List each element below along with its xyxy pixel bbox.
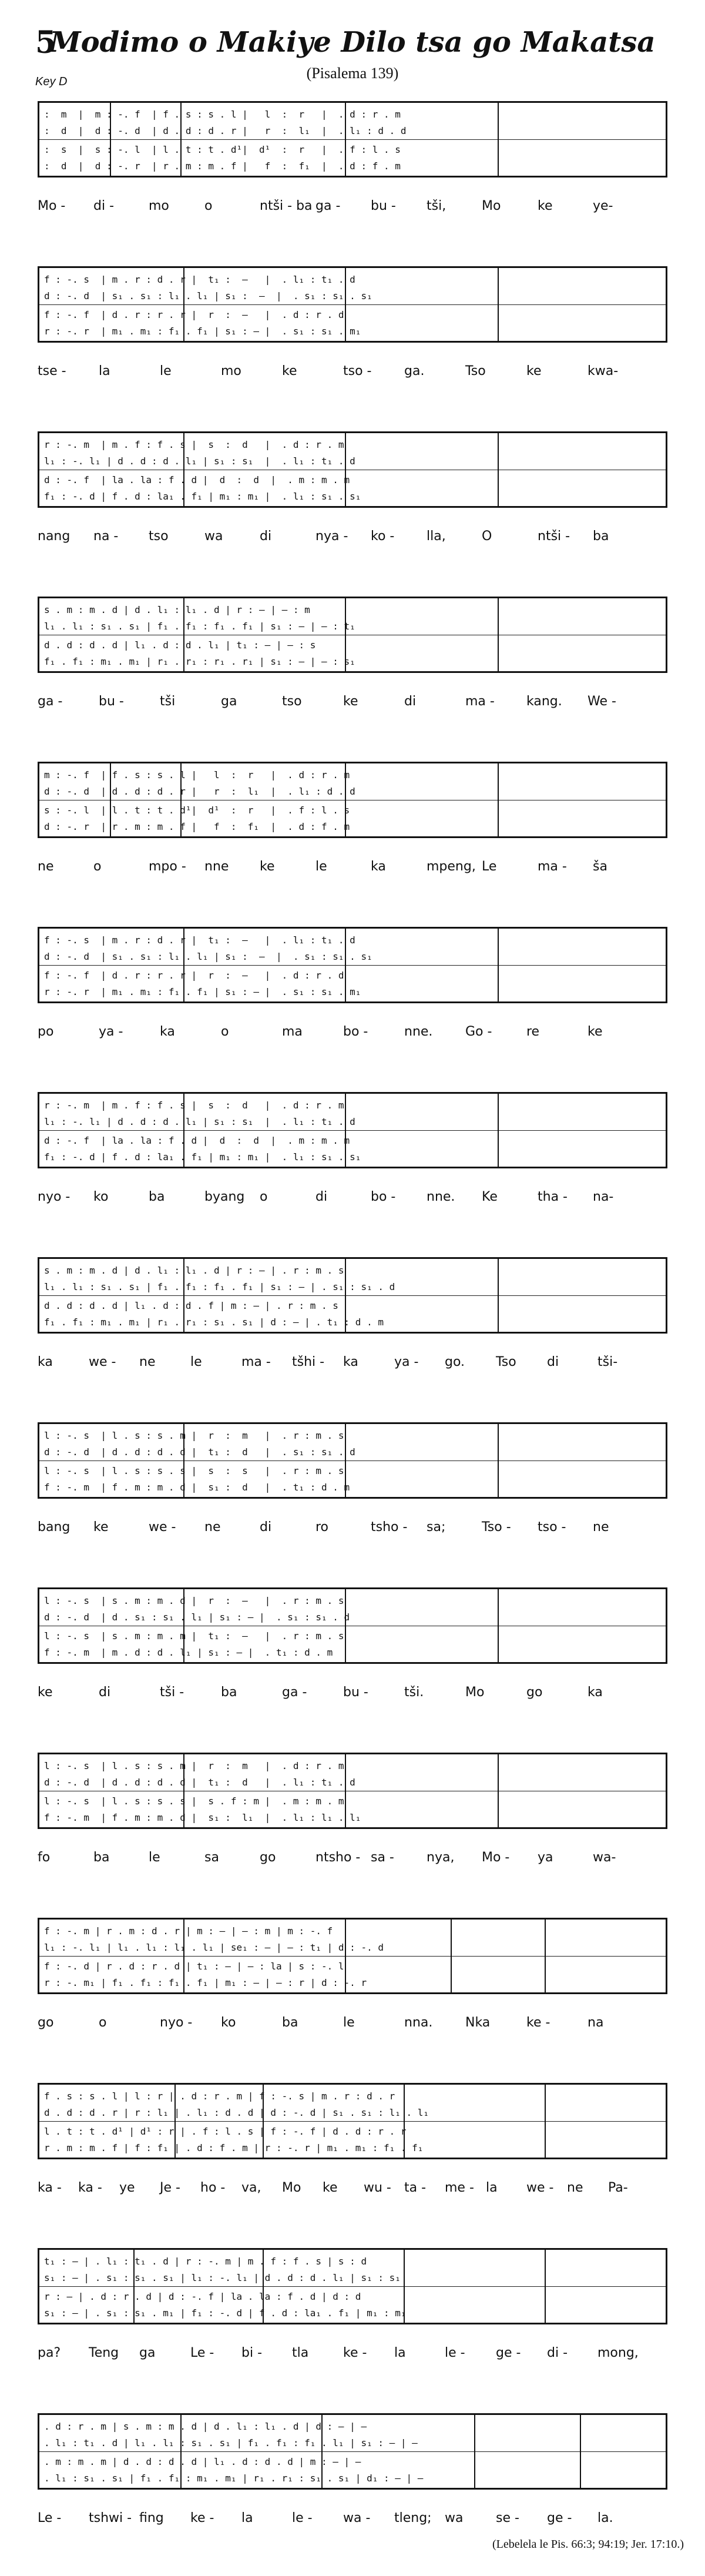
lyric-syllable: ka: [588, 1685, 603, 1700]
lyric-syllable: la: [394, 2346, 406, 2360]
lyric-syllable: go: [38, 2015, 54, 2030]
lyric-line: [38, 1850, 667, 1870]
lyric-syllable: ke -: [190, 2511, 214, 2525]
lyric-syllable: di -: [93, 199, 115, 213]
lyric-syllable: we -: [526, 2180, 554, 2195]
voice-part-2: d : -. d | d . d : d . d | t₁ : d | . s₁ : s₁ . d: [44, 1446, 355, 1458]
lyric-syllable: Mo: [465, 1685, 485, 1700]
lyric-line: [38, 199, 667, 219]
voice-part-4: f₁ : -. d | f . d : la₁ . f₁ | m₁ : m₁ | . l₁ : s₁ . s₁: [44, 491, 361, 502]
lyric-line: [38, 859, 667, 879]
voice-part-1: . d : r . m | s . m : m . d | d . l₁ : l₁ . d | d : — | —: [44, 2421, 367, 2432]
lyric-syllable: bo -: [371, 1190, 396, 1204]
lyric-syllable: ke -: [526, 2015, 550, 2030]
lyric-syllable: nya -: [315, 529, 348, 544]
voice-part-1: m : -. f | f . s : s . l | l : r | . d : r . m: [44, 769, 350, 780]
voice-part-1: l : -. s | l . s : s . m | r : m | . r : m . s: [44, 1430, 344, 1441]
lyric-syllable: ba: [593, 529, 609, 544]
lyric-syllable: ke: [526, 364, 542, 378]
lyric-syllable: Go -: [465, 1024, 492, 1039]
lyric-syllable: le -: [445, 2346, 465, 2360]
lyric-syllable: ntši - ba: [260, 199, 313, 213]
solfa-notes: [39, 929, 666, 1001]
voice-part-2: d : -. d | d . d : d . d | t₁ : d | . l₁ : t₁ . d: [44, 1777, 355, 1788]
voice-part-1: : m | m : -. f | f . s : s . l | l : r | . d : r . m: [44, 109, 401, 120]
lyric-syllable: kwa-: [588, 364, 619, 378]
lyric-syllable: di: [547, 1355, 559, 1369]
lyric-syllable: le: [149, 1850, 160, 1865]
lyric-syllable: we -: [149, 1520, 176, 1535]
lyric-syllable: Tso -: [482, 1520, 511, 1535]
lyric-syllable: wa: [445, 2511, 464, 2525]
voice-part-3: f : -. d | r . d : r . d | t₁ : — | — : la | s : -. l: [44, 1961, 344, 1972]
lyric-syllable: ke: [343, 694, 358, 709]
lyric-syllable: wa: [204, 529, 223, 544]
lyric-syllable: ko: [93, 1190, 109, 1204]
lyric-syllable: la: [99, 364, 110, 378]
notation-staff: [38, 1587, 667, 1664]
lyric-line: [38, 1355, 667, 1375]
voice-part-2: l₁ : -. l₁ | d . d : d . l₁ | s₁ : s₁ | . l₁ : t₁ . d: [44, 455, 355, 467]
lyric-syllable: We -: [588, 694, 616, 709]
lyric-syllable: o: [260, 1190, 268, 1204]
lyric-line: [38, 2015, 667, 2035]
voice-part-3: l : -. s | s . m : m . m | t₁ : — | . r : m . s: [44, 1630, 344, 1642]
lyric-syllable: ke: [588, 1024, 603, 1039]
lyric-syllable: po: [38, 1024, 54, 1039]
lyric-syllable: la.: [597, 2511, 613, 2525]
solfa-notes: [39, 103, 666, 176]
hymn-number: 5: [35, 25, 57, 61]
solfa-notes: [39, 1754, 666, 1827]
lyric-syllable: Le -: [38, 2511, 62, 2525]
lyric-syllable: fing: [139, 2511, 164, 2525]
lyric-syllable: ne: [567, 2180, 583, 2195]
lyric-syllable: bu -: [343, 1685, 368, 1700]
hymn-subtitle: (Pisalema 139): [306, 65, 399, 82]
solfa-notes: [39, 1589, 666, 1662]
voice-part-3: : s | s : -. l | l . t : t . d¹| d¹ : r | . f : l . s: [44, 144, 401, 155]
lyric-syllable: bu -: [371, 199, 396, 213]
notation-staff: [38, 2083, 667, 2159]
lyric-syllable: Pa-: [608, 2180, 628, 2195]
lyric-line: [38, 1024, 667, 1044]
lyric-syllable: ka: [343, 1355, 358, 1369]
notation-staff: [38, 1918, 667, 1994]
lyric-syllable: ga: [221, 694, 237, 709]
lyric-syllable: Le: [482, 859, 497, 874]
voice-part-1: f . s : s . l | l : r | . d : r . m | f : -. s | m . r : d . r: [44, 2091, 395, 2102]
voice-part-1: l : -. s | l . s : s . m | r : m | . d : r . m: [44, 1760, 344, 1771]
lyric-syllable: tso: [282, 694, 302, 709]
voice-part-2: l₁ : -. l₁ | l₁ . l₁ : l₁ . l₁ | se₁ : — | — : t₁ | d : -. d: [44, 1942, 384, 1953]
lyric-syllable: mong,: [597, 2346, 639, 2360]
lyric-syllable: mo: [149, 199, 169, 213]
lyric-syllable: ka -: [78, 2180, 102, 2195]
score-system: [0, 431, 705, 555]
lyric-syllable: ko -: [371, 529, 395, 544]
lyric-syllable: tha -: [538, 1190, 568, 1204]
lyric-syllable: ye: [119, 2180, 135, 2195]
lyric-line: [38, 1685, 667, 1705]
score-system: [0, 1422, 705, 1546]
lyric-syllable: ge -: [547, 2511, 572, 2525]
score-system: [0, 1587, 705, 1711]
lyric-syllable: mo: [221, 364, 241, 378]
voice-part-1: l : -. s | s . m : m . d | r : — | . r : m . s: [44, 1595, 344, 1606]
voice-part-3: l : -. s | l . s : s . s | s : s | . r : m . s: [44, 1465, 344, 1476]
voice-part-3: d . d : d . d | l₁ . d : d . f | m : — | . r : m . s: [44, 1300, 338, 1311]
lyric-syllable: ro: [315, 1520, 329, 1535]
voice-part-4: f₁ : -. d | f . d : la₁ . f₁ | m₁ : m₁ | . l₁ : s₁ . s₁: [44, 1151, 361, 1163]
lyric-syllable: Le -: [190, 2346, 214, 2360]
lyric-syllable: Mo: [282, 2180, 301, 2195]
lyric-syllable: nya,: [427, 1850, 455, 1865]
solfa-notes: [39, 2415, 666, 2488]
lyric-syllable: ne: [38, 859, 54, 874]
notation-staff: [38, 101, 667, 177]
notation-staff: [38, 1257, 667, 1334]
voice-part-2: l₁ : -. l₁ | d . d : d . l₁ | s₁ : s₁ | . l₁ : t₁ . d: [44, 1116, 355, 1127]
solfa-notes: [39, 1094, 666, 1167]
lyric-syllable: ne: [204, 1520, 221, 1535]
voice-part-1: f : -. s | m . r : d . r | t₁ : — | . l₁ : t₁ . d: [44, 934, 355, 946]
lyric-syllable: ta -: [404, 2180, 427, 2195]
voice-part-1: f : -. s | m . r : d . r | t₁ : — | . l₁ : t₁ . d: [44, 274, 355, 285]
voice-part-3: r : — | . d : r . d | d : -. f | la . la : f . d | d : d: [44, 2291, 361, 2302]
lyric-line: [38, 2346, 667, 2366]
lyric-syllable: wa-: [593, 1850, 616, 1865]
lyric-syllable: ya: [538, 1850, 553, 1865]
lyric-syllable: bang: [38, 1520, 70, 1535]
lyric-syllable: ka: [160, 1024, 175, 1039]
voice-part-3: f : -. f | d . r : r . r | r : — | . d : r . d: [44, 309, 344, 320]
lyric-syllable: ke: [38, 1685, 53, 1700]
notation-staff: [38, 2248, 667, 2324]
lyric-syllable: re: [526, 1024, 540, 1039]
lyric-line: [38, 2511, 667, 2531]
voice-part-3: d . d : d . d | l₁ . d : d . l₁ | t₁ : — | — : s: [44, 639, 316, 651]
voice-part-4: f : -. m | f . m : m . d | s₁ : l₁ | . l₁ : l₁ . l₁: [44, 1812, 361, 1823]
scripture-reference: (Lebelela le Pis. 66:3; 94:19; Jer. 17:10.): [492, 2538, 684, 2551]
lyric-syllable: tleng;: [394, 2511, 432, 2525]
solfa-notes: [39, 2250, 666, 2323]
score-system: [0, 1092, 705, 1215]
voice-part-3: d : -. f | la . la : f . d | d : d | . m : m . m: [44, 1135, 350, 1146]
solfa-notes: [39, 268, 666, 341]
lyric-syllable: ke -: [343, 2346, 367, 2360]
lyric-syllable: byang: [204, 1190, 245, 1204]
solfa-notes: [39, 433, 666, 506]
lyric-syllable: we -: [89, 1355, 116, 1369]
lyric-syllable: ge -: [496, 2346, 521, 2360]
voice-part-1: s . m : m . d | d . l₁ : l₁ . d | r : — | . r : m . s: [44, 1265, 344, 1276]
lyric-syllable: O: [482, 529, 492, 544]
lyric-syllable: tshwi -: [89, 2511, 132, 2525]
lyric-syllable: di: [260, 529, 272, 544]
notation-staff: [38, 762, 667, 838]
lyric-syllable: pa?: [38, 2346, 61, 2360]
lyric-syllable: Mo -: [482, 1850, 510, 1865]
voice-part-2: l₁ . l₁ : s₁ . s₁ | f₁ . f₁ : f₁ . f₁ | s₁ : — | . s₁ : s₁ . d: [44, 1281, 395, 1292]
score-system: [0, 2083, 705, 2206]
lyric-line: [38, 1520, 667, 1540]
lyric-syllable: Tso: [465, 364, 486, 378]
lyric-syllable: Je -: [160, 2180, 180, 2195]
voice-part-2: d : -. d | d . d : d . r | r : l₁ | . l₁ : d . d: [44, 786, 355, 797]
lyric-syllable: nna.: [404, 2015, 433, 2030]
lyric-syllable: nang: [38, 529, 70, 544]
voice-part-4: r : -. m₁ | f₁ . f₁ : f₁ . f₁ | m₁ : — | — : r | d : -. r: [44, 1977, 367, 1988]
lyric-syllable: le: [190, 1355, 202, 1369]
lyric-syllable: Tso: [496, 1355, 516, 1369]
lyric-syllable: ka: [371, 859, 386, 874]
lyric-syllable: ke: [282, 364, 297, 378]
voice-part-4: r : -. r | m₁ . m₁ : f₁ . f₁ | s₁ : — | . s₁ : s₁ . m₁: [44, 986, 361, 997]
lyric-syllable: kang.: [526, 694, 562, 709]
solfa-notes: [39, 1424, 666, 1497]
voice-part-4: . l₁ : s₁ . s₁ | f₁ . f₁ : m₁ . m₁ | r₁ . r₁ : s₁ . s₁ | d₁ : — | —: [44, 2473, 424, 2484]
lyric-syllable: ga.: [404, 364, 425, 378]
score-system: [0, 927, 705, 1050]
voice-part-4: f : -. m | m . d : d . l₁ | s₁ : — | . t₁ : d . m: [44, 1647, 333, 1658]
lyric-syllable: tso: [149, 529, 169, 544]
lyric-syllable: ga -: [282, 1685, 307, 1700]
lyric-syllable: tso -: [538, 1520, 566, 1535]
lyric-syllable: ma -: [465, 694, 495, 709]
voice-part-2: d . d : d . r | r : l₁ | . l₁ : d . d | d : -. d | s₁ . s₁ : l₁ . l₁: [44, 2107, 429, 2118]
voice-part-2: d : -. d | s₁ . s₁ : l₁ . l₁ | s₁ : — | . s₁ : s₁ . s₁: [44, 290, 372, 302]
lyric-syllable: ne: [139, 1355, 156, 1369]
lyric-syllable: ba: [221, 1685, 237, 1700]
lyric-syllable: ya -: [99, 1024, 123, 1039]
lyric-syllable: ka -: [38, 2180, 62, 2195]
notation-staff: [38, 266, 667, 343]
lyric-syllable: mpeng,: [427, 859, 476, 874]
lyric-syllable: ma -: [538, 859, 567, 874]
lyric-line: [38, 364, 667, 384]
lyric-syllable: me -: [445, 2180, 474, 2195]
lyric-syllable: o: [204, 199, 213, 213]
lyric-syllable: ba: [93, 1850, 110, 1865]
score-system: [0, 101, 705, 225]
voice-part-4: d : -. r | r . m : m . f | f : f₁ | . d : f . m: [44, 821, 350, 832]
lyric-syllable: tši.: [404, 1685, 424, 1700]
lyric-syllable: wa -: [343, 2511, 371, 2525]
lyric-syllable: la: [486, 2180, 498, 2195]
voice-part-3: . m : m . m | d . d : d . d | l₁ . d : d . d | m : — | —: [44, 2456, 361, 2467]
lyric-syllable: di: [99, 1685, 111, 1700]
lyric-syllable: va,: [241, 2180, 261, 2195]
lyric-syllable: tši,: [427, 199, 446, 213]
lyric-syllable: le -: [292, 2511, 313, 2525]
lyric-syllable: o: [221, 1024, 229, 1039]
lyric-syllable: bu -: [99, 694, 124, 709]
lyric-syllable: nne.: [404, 1024, 433, 1039]
lyric-syllable: o: [99, 2015, 107, 2030]
voice-part-1: f : -. m | r . m : d . r | m : — | — : m | m : -. f: [44, 1925, 333, 1937]
lyric-syllable: se -: [496, 2511, 519, 2525]
lyric-syllable: sa: [204, 1850, 219, 1865]
voice-part-3: s : -. l | l . t : t . d¹| d¹ : r | . f : l . s: [44, 805, 350, 816]
lyric-syllable: bi -: [241, 2346, 263, 2360]
lyric-line: [38, 2180, 667, 2200]
lyric-syllable: o: [93, 859, 102, 874]
lyric-syllable: wu -: [364, 2180, 391, 2195]
voice-part-1: s . m : m . d | d . l₁ : l₁ . d | r : — | — : m: [44, 604, 310, 615]
lyric-syllable: na: [588, 2015, 604, 2030]
key-signature: Key D: [35, 75, 68, 88]
lyric-syllable: tšhi -: [292, 1355, 325, 1369]
lyric-syllable: ntsho -: [315, 1850, 361, 1865]
lyric-syllable: sa;: [427, 1520, 446, 1535]
lyric-syllable: ba: [149, 1190, 165, 1204]
voice-part-4: : d | d : -. r | r . m : m . f | f : f₁ | . d : f . m: [44, 160, 401, 172]
notation-staff: [38, 1422, 667, 1499]
lyric-line: [38, 529, 667, 549]
solfa-notes: [39, 598, 666, 671]
lyric-syllable: tla: [292, 2346, 309, 2360]
lyric-syllable: di: [315, 1190, 328, 1204]
lyric-syllable: ša: [593, 859, 607, 874]
voice-part-1: r : -. m | m . f : f . s | s : d | . d : r . m: [44, 439, 344, 450]
lyric-syllable: tso -: [343, 364, 372, 378]
score-system: [0, 2248, 705, 2371]
lyric-syllable: tši: [160, 694, 176, 709]
lyric-syllable: fo: [38, 1850, 51, 1865]
lyric-syllable: nyo -: [38, 1190, 70, 1204]
voice-part-2: s₁ : — | . s₁ : s₁ . s₁ | l₁ : -. l₁ | d . d : d . l₁ | s₁ : s₁: [44, 2272, 401, 2283]
solfa-notes: [39, 2085, 666, 2158]
lyric-syllable: ke: [323, 2180, 338, 2195]
voice-part-2: d : -. d | s₁ . s₁ : l₁ . l₁ | s₁ : — | . s₁ : s₁ . s₁: [44, 951, 372, 962]
lyric-syllable: le: [343, 2015, 355, 2030]
lyric-syllable: na -: [93, 529, 119, 544]
lyric-syllable: ko: [221, 2015, 236, 2030]
lyric-syllable: ya -: [394, 1355, 419, 1369]
lyric-syllable: Nka: [465, 2015, 491, 2030]
voice-part-4: f₁ . f₁ : m₁ . m₁ | r₁ . r₁ : s₁ . s₁ | d : — | . t₁ : d . m: [44, 1317, 384, 1328]
lyric-syllable: sa -: [371, 1850, 394, 1865]
notation-staff: [38, 927, 667, 1003]
solfa-notes: [39, 763, 666, 836]
lyric-syllable: tši-: [597, 1355, 618, 1369]
score-system: [0, 1753, 705, 1876]
lyric-syllable: di -: [547, 2346, 568, 2360]
lyric-syllable: ne: [593, 1520, 609, 1535]
voice-part-4: s₁ : — | . s₁ : s₁ . m₁ | f₁ : -. d | f . d : la₁ . f₁ | m₁ : m₁: [44, 2307, 407, 2319]
voice-part-1: t₁ : — | . l₁ : t₁ . d | r : -. m | m . f : f . s | s : d: [44, 2256, 367, 2267]
solfa-notes: [39, 1920, 666, 1992]
score-system: [0, 1257, 705, 1381]
notation-staff: [38, 1753, 667, 1829]
voice-part-2: : d | d : -. d | d . d : d . r | r : l₁ | . l₁ : d . d: [44, 125, 407, 136]
notation-staff: [38, 431, 667, 508]
lyric-syllable: lla,: [427, 529, 446, 544]
lyric-syllable: ke: [93, 1520, 109, 1535]
lyric-syllable: ntši -: [538, 529, 570, 544]
voice-part-1: r : -. m | m . f : f . s | s : d | . d : r . m: [44, 1100, 344, 1111]
lyric-syllable: ma: [282, 1024, 303, 1039]
lyric-syllable: mpo -: [149, 859, 186, 874]
lyric-syllable: di: [404, 694, 417, 709]
notation-staff: [38, 2413, 667, 2490]
lyric-syllable: tse -: [38, 364, 66, 378]
voice-part-3: l . t : t . d¹ | d¹ : r | . f : l . s | f : -. f | d . d : r . r: [44, 2126, 407, 2137]
lyric-syllable: ga -: [315, 199, 341, 213]
lyric-syllable: go: [260, 1850, 276, 1865]
lyric-syllable: go: [526, 1685, 543, 1700]
lyric-syllable: tši -: [160, 1685, 184, 1700]
voice-part-4: r : -. r | m₁ . m₁ : f₁ . f₁ | s₁ : — | . s₁ : s₁ . m₁: [44, 326, 361, 337]
lyric-syllable: ke: [260, 859, 275, 874]
lyric-syllable: le: [160, 364, 172, 378]
lyric-syllable: nyo -: [160, 2015, 193, 2030]
voice-part-2: l₁ . l₁ : s₁ . s₁ | f₁ . f₁ : f₁ . f₁ | s₁ : — | — : t₁: [44, 621, 355, 632]
lyric-syllable: ka: [38, 1355, 53, 1369]
voice-part-3: f : -. f | d . r : r . r | r : — | . d : r . d: [44, 970, 344, 981]
lyric-syllable: ke: [538, 199, 553, 213]
voice-part-2: . l₁ : t₁ . d | l₁ . l₁ : s₁ . s₁ | f₁ . f₁ : f₁ . l₁ | s₁ : — | —: [44, 2437, 418, 2448]
lyric-syllable: ma -: [241, 1355, 271, 1369]
lyric-syllable: ye-: [593, 199, 613, 213]
lyric-syllable: ga: [139, 2346, 156, 2360]
lyric-syllable: ga -: [38, 694, 63, 709]
lyric-syllable: Ke: [482, 1190, 498, 1204]
lyric-syllable: ho -: [200, 2180, 226, 2195]
lyric-syllable: na-: [593, 1190, 614, 1204]
lyric-line: [38, 1190, 667, 1210]
lyric-syllable: Mo: [482, 199, 501, 213]
solfa-notes: [39, 1259, 666, 1332]
lyric-syllable: ba: [282, 2015, 298, 2030]
voice-part-3: l : -. s | l . s : s . s | s . f : m | . m : m . m: [44, 1796, 344, 1807]
lyric-syllable: tsho -: [371, 1520, 408, 1535]
score-system: [0, 1918, 705, 2041]
voice-part-4: f : -. m | f . m : m . d | s₁ : d | . t₁ : d . m: [44, 1482, 350, 1493]
lyric-line: [38, 694, 667, 714]
score-system: [0, 597, 705, 720]
notation-staff: [38, 1092, 667, 1168]
hymn-header: [0, 0, 705, 94]
lyric-syllable: la: [241, 2511, 253, 2525]
notation-staff: [38, 597, 667, 673]
lyric-syllable: nne: [204, 859, 229, 874]
score-system: [0, 2413, 705, 2537]
score-system: [0, 762, 705, 885]
lyric-syllable: bo -: [343, 1024, 368, 1039]
lyric-syllable: nne.: [427, 1190, 455, 1204]
lyric-syllable: go.: [445, 1355, 465, 1369]
voice-part-4: r . m : m . f | f : f₁ | . d : f . m | r : -. r | m₁ . m₁ : f₁ . f₁: [44, 2142, 424, 2153]
score-system: [0, 266, 705, 390]
voice-part-3: d : -. f | la . la : f . d | d : d | . m : m . m: [44, 474, 350, 485]
lyric-syllable: Teng: [89, 2346, 119, 2360]
voice-part-2: d : -. d | d . s₁ : s₁ . l₁ | s₁ : — | . s₁ : s₁ . d: [44, 1612, 350, 1623]
voice-part-4: f₁ . f₁ : m₁ . m₁ | r₁ . r₁ : r₁ . r₁ | s₁ : — | — : s₁: [44, 656, 355, 667]
lyric-syllable: Mo -: [38, 199, 66, 213]
lyric-syllable: di: [260, 1520, 272, 1535]
lyric-syllable: le: [315, 859, 327, 874]
hymn-title: Modimo o Makiye Dilo tsa go Makatsa: [49, 26, 656, 59]
